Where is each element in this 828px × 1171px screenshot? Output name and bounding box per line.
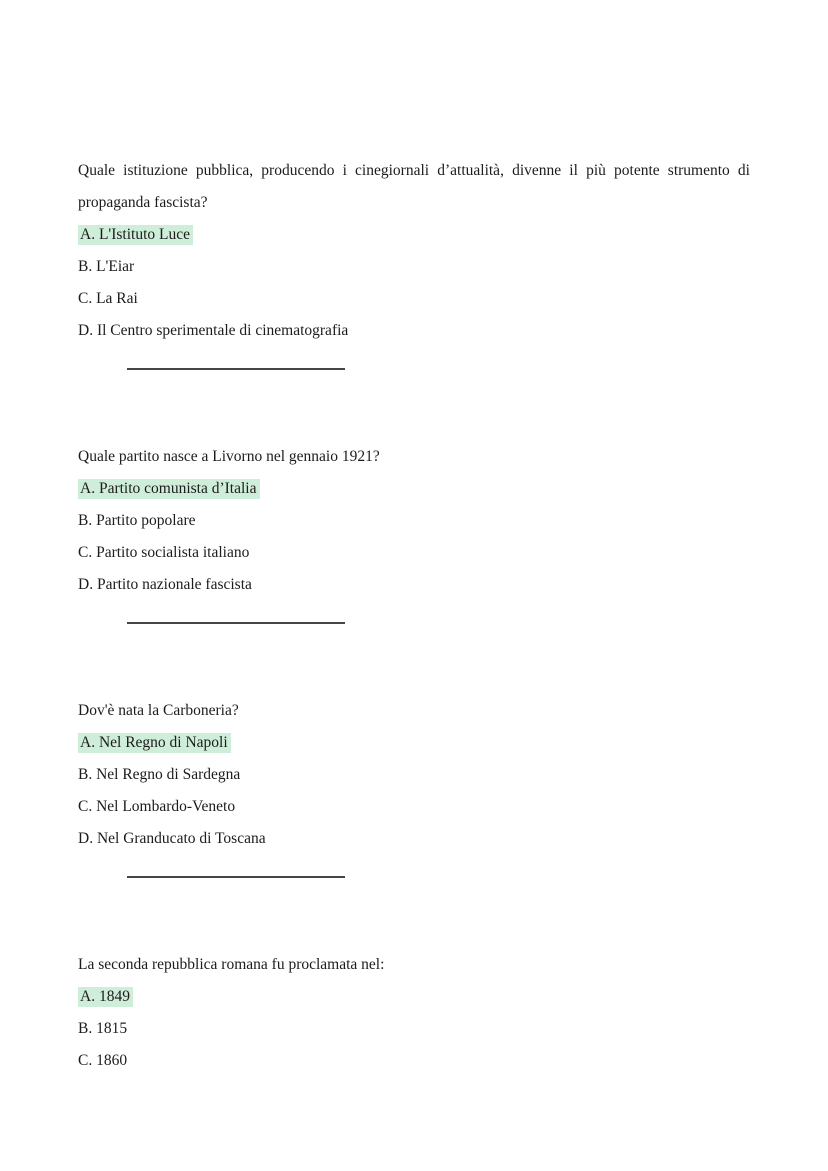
- answer-option-text: C. 1860: [78, 1052, 128, 1069]
- answer-option: [78, 569, 750, 601]
- answer-option-text: A. 1849: [78, 987, 133, 1007]
- question-prompt: La seconda repubblica romana fu proclamata nel:: [78, 956, 385, 973]
- answer-option-text: D. Partito nazionale fascista: [78, 576, 252, 593]
- answer-option: [78, 251, 750, 283]
- answer-option: [78, 537, 750, 569]
- question-block-2: [78, 441, 750, 624]
- answer-option-text: B. Partito popolare: [78, 512, 196, 529]
- question-prompt: Quale istituzione pubblica, producendo i cinegiornali d’attualità, divenne il più potente strumento di propaganda fascista?: [78, 162, 750, 211]
- answer-option: [78, 981, 750, 1013]
- answer-option: [78, 283, 750, 315]
- answer-option-text: D. Il Centro sperimentale di cinematografia: [78, 322, 349, 339]
- question-prompt: Quale partito nasce a Livorno nel gennaio 1921?: [78, 448, 380, 465]
- answer-option-text: B. 1815: [78, 1020, 128, 1037]
- answer-blank-line: [127, 876, 345, 878]
- answer-option: [78, 315, 750, 347]
- answer-option: [78, 473, 750, 505]
- question-block-1: [78, 155, 750, 370]
- answer-option-text: D. Nel Granducato di Toscana: [78, 830, 266, 847]
- answer-option: [78, 823, 750, 855]
- answer-option-text: B. Nel Regno di Sardegna: [78, 766, 241, 783]
- answer-option-text: C. La Rai: [78, 290, 138, 307]
- answer-option: [78, 505, 750, 537]
- answer-option-text: C. Nel Lombardo-Veneto: [78, 798, 236, 815]
- answer-option: [78, 727, 750, 759]
- question-block-3: [78, 695, 750, 878]
- question-prompt: Dov'è nata la Carboneria?: [78, 702, 239, 719]
- answer-option: [78, 1013, 750, 1045]
- answer-option-text: A. Nel Regno di Napoli: [78, 733, 231, 753]
- answer-option-text: A. L'Istituto Luce: [78, 225, 193, 245]
- answer-option: [78, 791, 750, 823]
- answer-blank-line: [127, 368, 345, 370]
- answer-option: [78, 1045, 750, 1077]
- answer-option: [78, 219, 750, 251]
- answer-blank-line: [127, 622, 345, 624]
- question-block-4: [78, 949, 750, 1077]
- answer-option-text: C. Partito socialista italiano: [78, 544, 250, 561]
- answer-option-text: A. Partito comunista d’Italia: [78, 479, 260, 499]
- answer-option: [78, 759, 750, 791]
- answer-option-text: B. L'Eiar: [78, 258, 135, 275]
